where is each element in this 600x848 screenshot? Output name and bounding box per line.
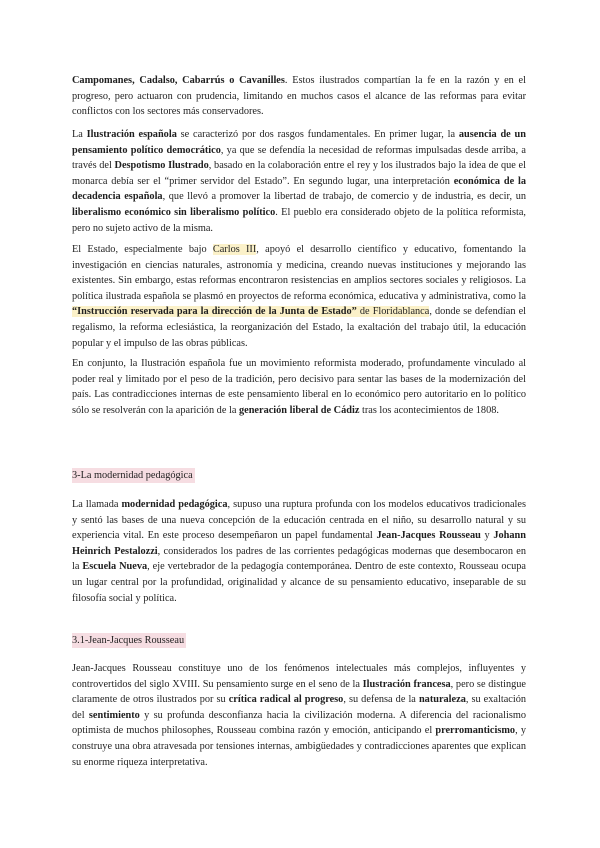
paragraph-conjunto (72, 356, 526, 418)
bold-term: Ilustración francesa (362, 678, 451, 690)
bold-names: Campomanes, Cadalso, Cabarrús o Cavanilles (72, 75, 285, 86)
bold-term: liberalismo económico sin liberalismo político (72, 206, 276, 218)
text: En conjunto, la Ilustración española fue un movimiento reformista moderado, profundamente vinculado al poder real y limitado por el peso de la tradición, pero decisivo para sentar las bases de la modernización del país. Las contradicciones internas de este pensamiento liberal en lo económico pero autoritario en lo político sólo se resolverán con la aparición de la (72, 358, 526, 416)
bold-term: Johann Heinrich Pestalozzi (72, 530, 526, 557)
paragraph-rousseau (72, 661, 526, 770)
bold-term: naturaleza (418, 694, 466, 706)
highlight-instruccion: “Instrucción reservada para la dirección de la Junta de Estado” (72, 306, 357, 318)
paragraph-ilustracion-espanola (72, 127, 526, 236)
text: , considerados los padres de las corrientes pedagógicas modernas que desembocaron en la (72, 545, 527, 573)
text: se caracterizó por dos rasgos fundamentales. En primer lugar, la (176, 129, 459, 140)
text: El Estado, especialmente bajo (72, 244, 213, 255)
text: . El pueblo era considerado objeto de la política reformista, pero no sujeto activo de la misma. (72, 206, 526, 234)
text: La llamada (72, 499, 122, 510)
text: y su profunda desconfianza hacia la civilización moderna. A diferencia del racionalismo optimista de muchos philosophes, Rousseau combina razón y emoción, anticipando el (72, 709, 527, 737)
text: , y construye una obra atravesada por tensiones internas, ambigüedades y contradicciones aparentes que explican su enorme riqueza interpretativa. (72, 725, 526, 768)
bold-term: generación liberal de Cádiz (238, 404, 360, 416)
text: . Estos ilustrados compartían la fe en la razón y en el progreso, pero actuaron con prudencia, limitando en muchos casos el alcance de las reformas para evitar conflictos con los sectores más conservadores. (72, 75, 526, 118)
text: , su defensa de la (343, 694, 419, 706)
text: , supuso una ruptura profunda con los modelos educativos tradicionales y sentó las bases de una nueva concepción de la educación centrada en el niño, su desarrollo natural y su experiencia vital. En este proceso desempeñaron un papel fundamental (72, 499, 526, 542)
bold-term: sentimiento (88, 709, 140, 721)
text: , que llevó a promover la libertad de trabajo, de comercio y de industria, es decir, un (162, 191, 526, 203)
bold-term: modernidad pedagógica (121, 499, 228, 510)
text: , eje vertebrador de la pedagogía contemporánea. Dentro de este contexto, Rousseau ocupa un lugar central por la profundidad, originalidad y alcance de su pensamiento educativo, inseparable de su filosofía social y política. (72, 561, 526, 604)
text: y (480, 530, 494, 542)
bold-term: Despotismo Ilustrado (114, 160, 209, 172)
text: , su exaltación del (72, 694, 526, 721)
bold-term: económica de la decadencia española (72, 175, 526, 203)
text: , ya que se defendía la necesidad de reformas impulsadas desde arriba, a través del (72, 144, 526, 172)
text: , donde se defendían el regalismo, la reforma eclesiástica, la reorganización del Estado, la exaltación del trabajo útil, la educación popular y el impulso de las obras públicas. (72, 306, 527, 349)
text: tras los acontecimientos de 1808. (359, 404, 499, 416)
bold-term: prerromanticismo (435, 725, 516, 737)
bold-term: ausencia de un pensamiento político democrático (72, 129, 526, 156)
text: , apoyó el desarrollo científico y educativo, fomentando la investigación en ciencias naturales, astronomía y medicina, creando nuevas instituciones y mejorando las existentes. Sin embargo, estas reformas encontraron resistencias en amplios sectores sociales y religiosos. La política ilustrada española se plasmó en proyectos de reforma económica, educativa y administrativa, como la (72, 244, 526, 302)
paragraph-ilustrados (72, 73, 526, 120)
bold-term: crítica radical al progreso (228, 694, 344, 706)
text: , basado en la colaboración entre el rey y los ilustrados bajo la idea de que el monarca debía ser el “primer servidor del Estado”. En segundo lugar, una interpretación (72, 160, 526, 187)
paragraph-modernidad (72, 497, 526, 606)
bold-term: Jean-Jacques Rousseau (376, 530, 481, 542)
text: Jean-Jacques Rousseau constituye uno de los fenómenos intelectuales más complejos, influyentes y controvertidos del siglo XVIII. Su pensamiento surge en el seno de la (72, 663, 526, 690)
bold-term: Ilustración española (86, 129, 177, 140)
highlight-carlos-iii: Carlos III (212, 244, 257, 255)
text: La (72, 129, 87, 140)
text: , pero se distingue claramente de otros ilustrados por su (72, 678, 526, 706)
bold-term: Escuela Nueva (82, 561, 148, 573)
section-heading-modernidad: 3-La modernidad pedagógica (72, 470, 193, 481)
paragraph-estado (72, 242, 526, 351)
highlight-floridablanca: de Floridablanca (356, 306, 430, 318)
section-heading-rousseau: 3.1-Jean-Jacques Rousseau (72, 635, 185, 646)
